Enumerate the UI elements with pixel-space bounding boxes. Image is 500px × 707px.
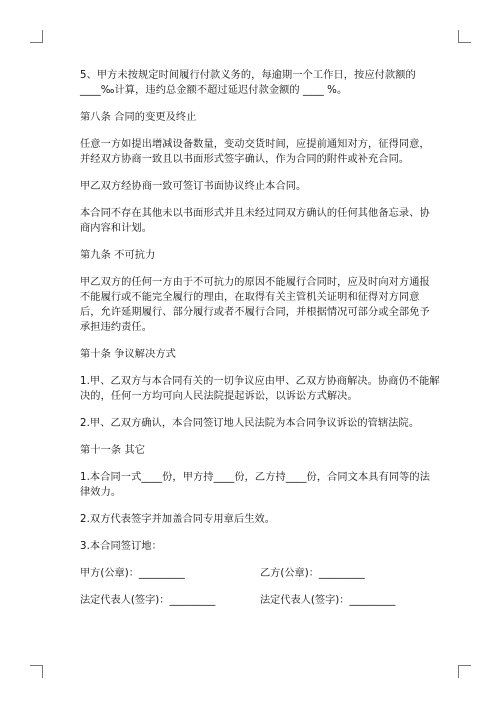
clause-late-payment: 5、甲方未按规定时间履行付款义务的，每逾期一个工作日，按应付款额的 ____‰计算，违约总金额不超过延迟付款金额的 ____ %。	[80, 70, 416, 96]
crop-mark-bottom-right	[458, 665, 471, 678]
document-body	[80, 68, 440, 620]
clause-dispute-negotiation: 1.甲、乙双方与本合同有关的一切争议应由甲、乙双方协商解决。协商仍不能解决的，任何一方均可向人民法院提起诉讼，以诉讼方式解决。	[80, 376, 440, 402]
party-b-seal: 乙方(公章)：_________	[260, 568, 365, 579]
party-a-seal: 甲方(公章)：_________	[80, 568, 185, 579]
clause-effective: 2.双方代表签字并加盖合同专用章后生效。	[80, 514, 276, 525]
clause-copies: 1.本合同一式____份，甲方持____份，乙方持____份，合同文本具有同等的法律效力。	[80, 472, 431, 498]
party-b-representative: 法定代表人(签字)：_________	[260, 595, 396, 606]
clause-force-majeure: 甲乙双方的任何一方由于不可抗力的原因不能履行合同时，应及时向对方通报不能履行或不能完全履行的理由，在取得有关主管机关证明和征得对方同意后，允许延期履行、部分履行或者不履行合同，并根据情况可部分或全部免予承担违约责任。	[80, 277, 430, 333]
section-heading-11: 第十一条 其它	[80, 445, 146, 456]
crop-mark-top-left	[30, 30, 43, 43]
section-heading-10: 第十条 争议解决方式	[80, 349, 176, 360]
section-heading-9: 第九条 不可抗力	[80, 250, 156, 261]
crop-mark-bottom-left	[30, 665, 43, 678]
clause-change-quantity: 任意一方如提出增减设备数量，变动交货时间，应提前通知对方，征得同意，并经双方协商一致且以书面形式签字确认，作为合同的附件或补充合同。	[80, 139, 430, 165]
clause-signing-place: 3.本合同签订地：	[80, 541, 162, 552]
signature-row-seal	[80, 566, 440, 581]
clause-no-other-memo: 本合同不存在其他未以书面形式并且未经过同双方确认的任何其他备忘录、协商内容和计划。	[80, 208, 430, 234]
clause-jurisdiction: 2.甲、乙双方确认，本合同签订地人民法院为本合同争议诉讼的管辖法院。	[80, 418, 420, 429]
signature-row-representative	[80, 593, 440, 608]
party-a-representative: 法定代表人(签字)：_________	[80, 595, 216, 606]
section-heading-8: 第八条 合同的变更及终止	[80, 112, 197, 123]
clause-termination: 甲乙双方经协商一致可签订书面协议终止本合同。	[80, 181, 307, 192]
crop-mark-top-right	[458, 30, 471, 43]
